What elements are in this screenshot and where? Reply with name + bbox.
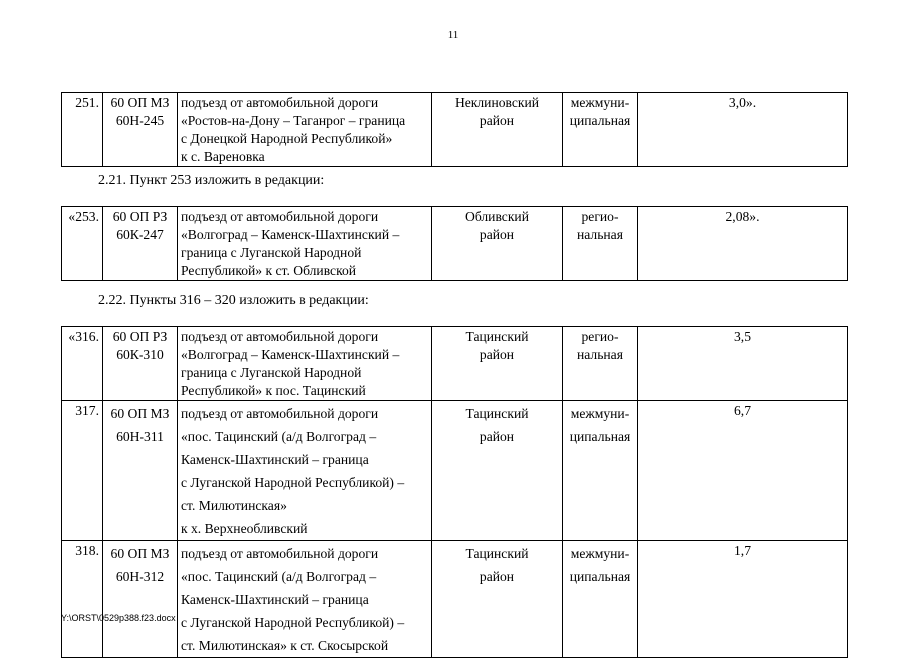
page-number: 11 [447, 29, 459, 41]
road-code: 60 ОП РЗ 60К-247 [103, 207, 178, 281]
table-row [62, 207, 848, 281]
district: Тацинский район [432, 401, 563, 541]
road-name: подъезд от автомобильной дороги «пос. Тацинский (а/д Волгоград – Каменск-Шахтинский – граница с Луганской Народной Республикой) – ст. Милютинская» к ст. Скосырской [178, 541, 432, 658]
road-type: межмуни- ципальная [563, 541, 638, 658]
road-type: регио- нальная [563, 327, 638, 401]
road-name: подъезд от автомобильной дороги «Волгоград – Каменск-Шахтинский – граница с Луганской Народной Республикой» к пос. Тацинский [178, 327, 432, 401]
road-type: межмуни- ципальная [563, 401, 638, 541]
paragraph-2-21: 2.21. Пункт 253 изложить в редакции: [98, 173, 325, 188]
registry-table-1 [61, 92, 848, 167]
road-name: подъезд от автомобильной дороги «пос. Тацинский (а/д Волгоград – Каменск-Шахтинский – граница с Луганской Народной Республикой) – ст. Милютинская» к х. Верхнеобливский [178, 401, 432, 541]
district: Тацинский район [432, 541, 563, 658]
row-number: «253. [62, 207, 103, 281]
road-type: межмуни- ципальная [563, 93, 638, 167]
district: Обливский район [432, 207, 563, 281]
table-row [62, 327, 848, 401]
file-path-footer: Y:\ORST\0529p388.f23.docx [61, 613, 176, 623]
road-code: 60 ОП МЗ 60Н-312 [103, 541, 178, 658]
district: Тацинский район [432, 327, 563, 401]
row-number: 318. [62, 541, 103, 658]
row-number: 251. [62, 93, 103, 167]
registry-table-3 [61, 326, 848, 658]
road-name: подъезд от автомобильной дороги «Волгоград – Каменск-Шахтинский – граница с Луганской Народной Республикой» к ст. Обливской [178, 207, 432, 281]
row-number: «316. [62, 327, 103, 401]
table-row [62, 401, 848, 541]
road-length: 2,08». [638, 207, 848, 281]
row-number: 317. [62, 401, 103, 541]
road-name: подъезд от автомобильной дороги «Ростов-на-Дону – Таганрог – граница с Донецкой Народной Республикой» к с. Вареновка [178, 93, 432, 167]
table-row [62, 93, 848, 167]
road-type: регио- нальная [563, 207, 638, 281]
road-length: 1,7 [638, 541, 848, 658]
road-code: 60 ОП МЗ 60Н-245 [103, 93, 178, 167]
road-code: 60 ОП МЗ 60Н-311 [103, 401, 178, 541]
road-length: 3,5 [638, 327, 848, 401]
registry-table-2 [61, 206, 848, 281]
road-length: 6,7 [638, 401, 848, 541]
paragraph-2-22: 2.22. Пункты 316 – 320 изложить в редакции: [98, 293, 369, 308]
road-code: 60 ОП РЗ 60К-310 [103, 327, 178, 401]
district: Неклиновский район [432, 93, 563, 167]
road-length: 3,0». [638, 93, 848, 167]
